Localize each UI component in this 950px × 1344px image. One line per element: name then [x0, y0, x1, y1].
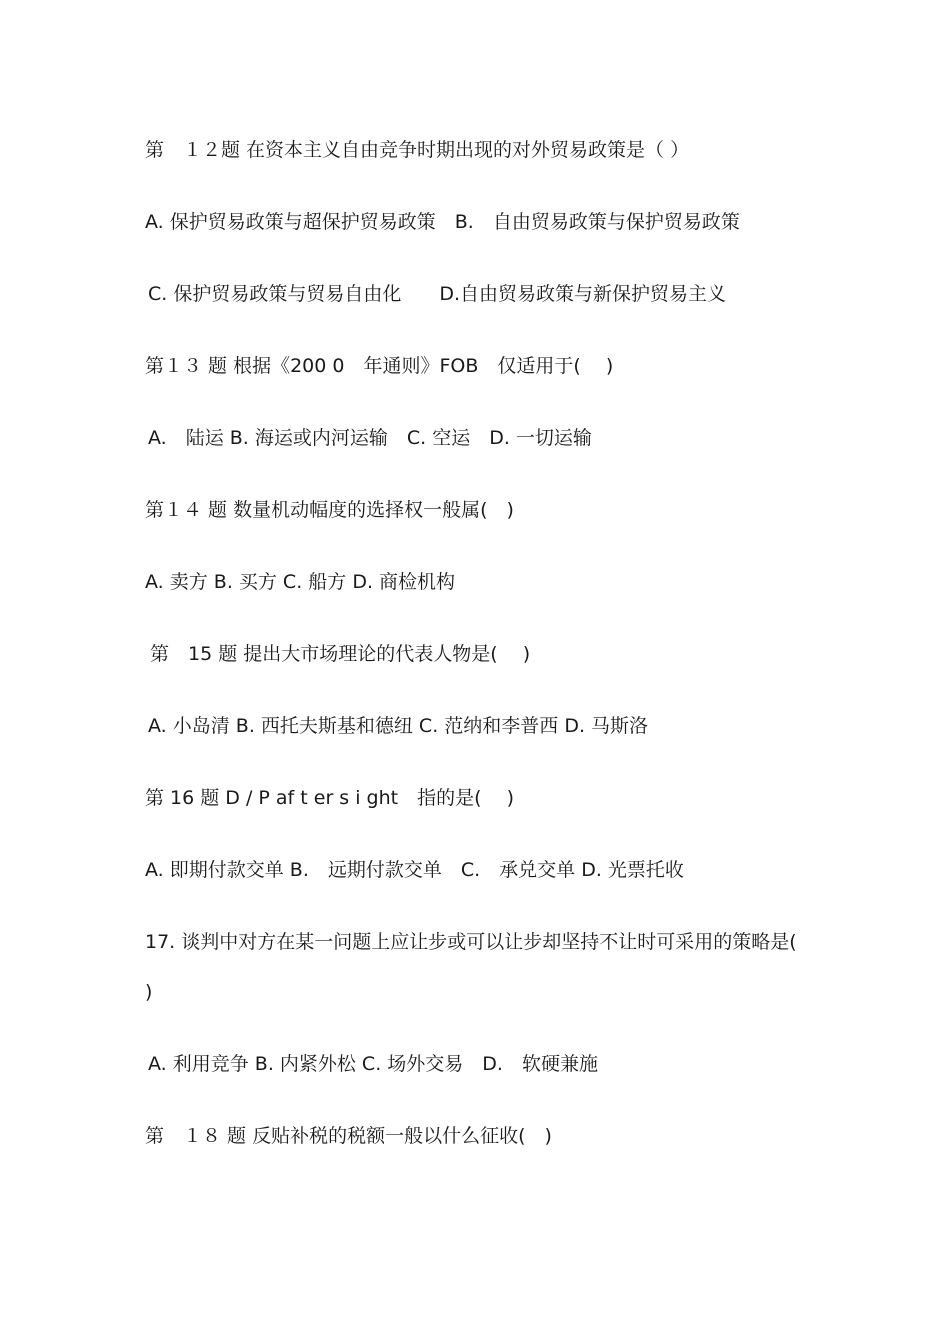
question-14: 第１４ 题 数量机动幅度的选择权一般属( ): [145, 499, 514, 521]
question-17: 17. 谈判中对方在某一问题上应让步或可以让步却坚持不让时可采用的策略是(: [145, 931, 797, 953]
question-15-options: A. 小岛清 B. 西托夫斯基和德纽 C. 范纳和李普西 D. 马斯洛: [148, 715, 649, 737]
question-18: 第 １８ 题 反贴补税的税额一般以什么征收( ): [145, 1125, 552, 1147]
question-12: 第 １２题 在资本主义自由竞争时期出现的对外贸易政策是（ ）: [145, 139, 690, 161]
question-17-options: A. 利用竞争 B. 内紧外松 C. 场外交易 D. 软硬兼施: [148, 1053, 598, 1075]
question-13: 第１３ 题 根据《200 0 年通则》FOB 仅适用于( ): [145, 355, 614, 377]
question-16: 第 16 题 D / P af t er s i ght 指的是( ): [145, 787, 514, 809]
question-17-continued: ): [145, 981, 153, 1003]
question-12-options-cd: C. 保护贸易政策与贸易自由化 D.自由贸易政策与新保护贸易主义: [148, 283, 727, 305]
question-12-options: A. 保护贸易政策与超保护贸易政策 B. 自由贸易政策与保护贸易政策: [145, 211, 740, 233]
question-16-options: A. 即期付款交单 B. 远期付款交单 C. 承兑交单 D. 光票托收: [145, 859, 684, 881]
question-13-options: A. 陆运 B. 海运或内河运输 C. 空运 D. 一切运输: [148, 427, 592, 449]
question-14-options: A. 卖方 B. 买方 C. 船方 D. 商检机构: [145, 571, 456, 593]
question-15: 第 15 题 提出大市场理论的代表人物是( ): [150, 643, 531, 665]
